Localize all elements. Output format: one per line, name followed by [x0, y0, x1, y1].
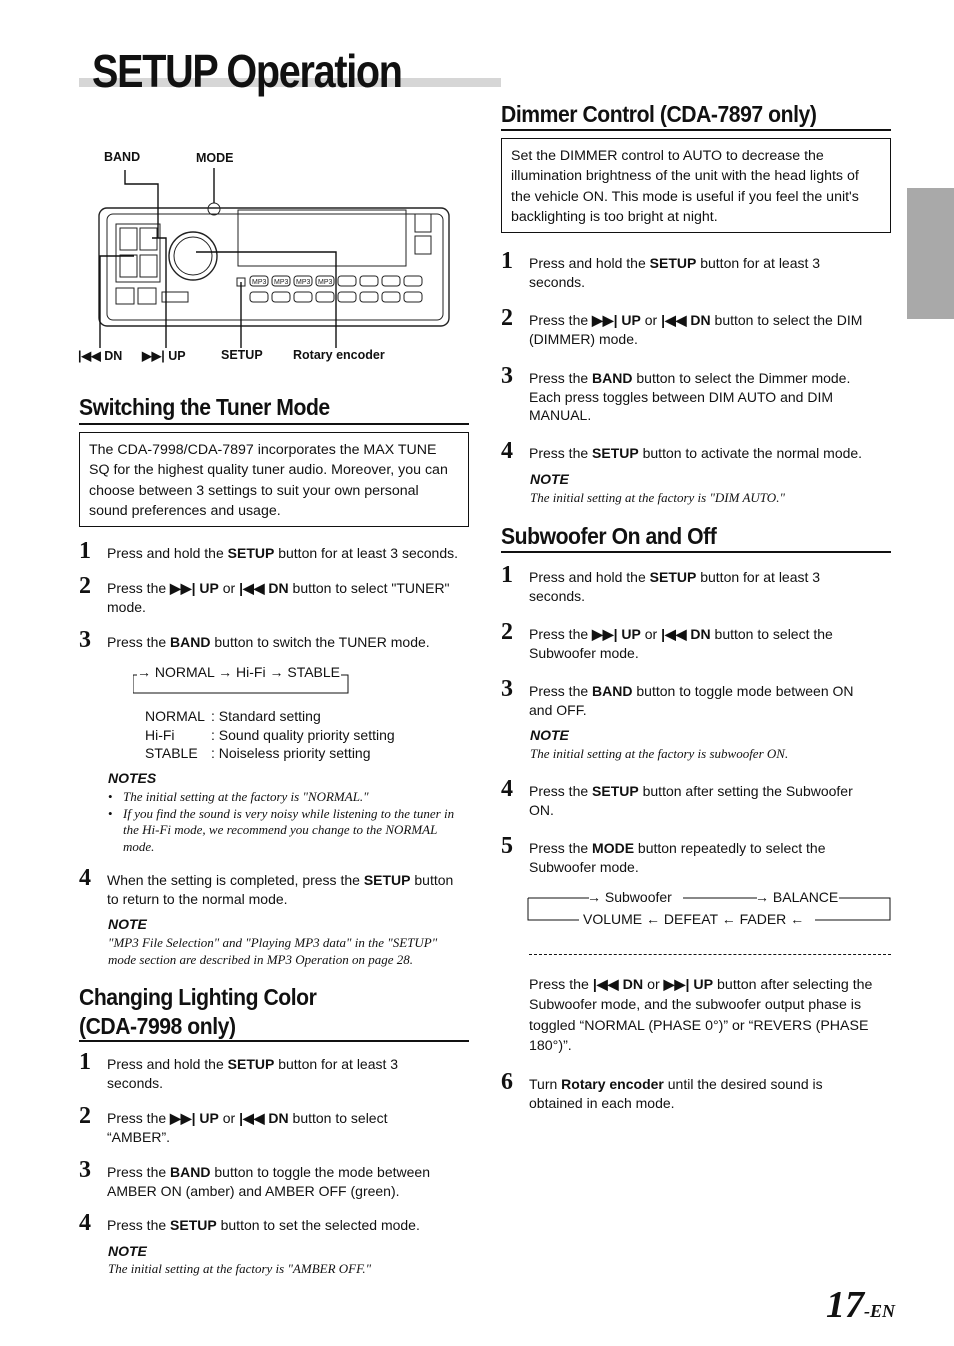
step-number: 2 — [501, 619, 513, 645]
step-number: 2 — [79, 573, 91, 599]
step-number: 2 — [501, 305, 513, 331]
subwoofer-step-2: Press the ▶▶| UP or |◀◀ DN button to select the Subwoofer mode. — [529, 626, 833, 661]
up-label: ▶▶| UP — [142, 349, 186, 363]
subwoofer-heading-rule — [501, 551, 891, 553]
next-track-icon: ▶▶| — [663, 977, 690, 993]
next-track-icon: ▶▶| — [170, 1110, 196, 1126]
lighting-heading-rule — [79, 1040, 469, 1042]
dimmer-step-2: Press the ▶▶| UP or |◀◀ DN button to select the DIM (DIMMER) mode. — [529, 312, 863, 347]
step-number: 4 — [79, 1210, 91, 1236]
dimmer-intro-box: Set the DIMMER control to AUTO to decrease the illumination brightness of the unit with the head lights of the vehicle ON. This mode is useful if you feel the unit's backlighting is too bright at night. — [501, 138, 891, 233]
step-number: 3 — [501, 676, 513, 702]
tuner-note-heading: NOTE — [108, 916, 147, 932]
step-number: 1 — [501, 562, 513, 588]
subwoofer-phase-text: Press the |◀◀ DN or ▶▶| UP button after selecting the Subwoofer mode, and the subwoofer output phase is toggled “NORMAL (PHASE 0°)” or “REVERS (PHASE 180°)”. — [529, 977, 873, 1055]
subwoofer-step-6: Turn Rotary encoder until the desired sound is obtained in each mode. — [529, 1076, 823, 1111]
dimmer-note-text: The initial setting at the factory is "DIM AUTO." — [530, 490, 785, 505]
page-number: 17-EN — [826, 1284, 895, 1326]
dimmer-note-heading: NOTE — [530, 471, 569, 487]
subwoofer-step-4: Press the SETUP button after setting the Subwoofer ON. — [529, 783, 853, 818]
cycle-bottom-text: VOLUME ← DEFEAT ← FADER ← — [583, 911, 805, 927]
cycle-balance-text: → BALANCE — [755, 889, 839, 905]
step-number: 3 — [501, 363, 513, 389]
subwoofer-cycle-diagram — [527, 887, 891, 927]
prev-track-icon: |◀◀ — [661, 626, 687, 642]
mp3-key-label: MP3 — [274, 279, 289, 286]
dimmer-heading-rule — [501, 129, 891, 131]
subwoofer-step-1: Press and hold the SETUP button for at least 3 seconds. — [529, 569, 821, 604]
tuner-step-1: Press and hold the SETUP button for at least 3 seconds. — [107, 545, 458, 561]
dimmer-heading: Dimmer Control (CDA-7897 only) — [501, 101, 817, 127]
prev-track-icon: |◀◀ — [239, 1110, 265, 1126]
step-number: 4 — [79, 865, 91, 891]
lighting-heading-model: (CDA-7998 only) — [79, 1013, 236, 1039]
step-number: 1 — [501, 248, 513, 274]
next-track-icon: ▶▶| — [170, 580, 196, 596]
prev-track-icon: |◀◀ — [661, 312, 687, 328]
prev-track-icon: |◀◀ — [239, 580, 265, 596]
tuner-heading-rule — [79, 423, 469, 425]
tuner-mode-row: STABLE : Noiseless priority setting — [145, 745, 371, 762]
lighting-step-2: Press the ▶▶| UP or |◀◀ DN button to select “AMBER”. — [107, 1110, 388, 1145]
lighting-note-heading: NOTE — [108, 1243, 147, 1259]
next-track-icon: ▶▶| — [592, 626, 618, 642]
mp3-key-label: MP3 — [318, 279, 333, 286]
tuner-cycle-text: → NORMAL → Hi-Fi → STABLE — [137, 664, 341, 680]
tuner-heading: Switching the Tuner Mode — [79, 394, 330, 420]
side-tab — [907, 188, 954, 319]
mp3-key-label: MP3 — [252, 279, 267, 286]
tuner-mode-list — [145, 707, 445, 763]
dimmer-step-1: Press and hold the SETUP button for at least 3 seconds. — [529, 255, 821, 290]
step-number: 6 — [501, 1069, 513, 1095]
head-unit-diagram — [78, 148, 470, 368]
subwoofer-note-text: The initial setting at the factory is subwoofer ON. — [530, 746, 789, 761]
tuner-step-3: Press the BAND button to switch the TUNER mode. — [107, 634, 430, 650]
head-unit-illustration — [78, 148, 470, 368]
tuner-note-text: "MP3 File Selection" and "Playing MP3 data" in the "SETUP" mode section are described in MP3 Operation on page 28. — [108, 935, 438, 967]
tuner-step-2: Press the ▶▶| UP or |◀◀ DN button to select "TUNER" mode. — [107, 580, 450, 615]
next-track-icon: ▶▶| — [142, 349, 165, 363]
page-title: SETUP Operation — [92, 45, 402, 97]
dn-label: |◀◀ DN — [78, 349, 123, 363]
subwoofer-note-heading: NOTE — [530, 727, 569, 743]
next-track-icon: ▶▶| — [592, 312, 618, 328]
lighting-heading: Changing Lighting Color — [79, 984, 317, 1010]
step-number: 2 — [79, 1103, 91, 1129]
step-number: 5 — [501, 833, 513, 859]
dashed-divider — [529, 954, 891, 955]
rotary-encoder-label: Rotary encoder — [293, 348, 385, 362]
lighting-step-1: Press and hold the SETUP button for at least 3 seconds. — [107, 1056, 399, 1091]
tuner-intro-box: The CDA-7998/CDA-7897 incorporates the MAX TUNE SQ for the highest quality tuner audio. Moreover, you can choose between 3 settings to suit your own personal sound preferences and usage. — [79, 432, 469, 527]
tuner-notes-list — [108, 789, 468, 855]
band-label: BAND — [104, 150, 141, 164]
step-number: 4 — [501, 438, 513, 464]
subwoofer-step-5: Press the MODE button repeatedly to select the Subwoofer mode. — [529, 840, 826, 875]
cycle-subwoofer-text: → Subwoofer — [587, 889, 672, 905]
step-number: 1 — [79, 538, 91, 564]
lighting-step-3: Press the BAND button to toggle the mode between AMBER ON (amber) and AMBER OFF (green). — [107, 1164, 430, 1199]
tuner-mode-row: Hi-Fi : Sound quality priority setting — [145, 726, 395, 743]
tuner-notes-heading: NOTES — [108, 770, 157, 786]
mode-label: MODE — [196, 151, 234, 165]
dimmer-step-3: Press the BAND button to select the Dimmer mode. Each press toggles between DIM AUTO and DIM MANUAL. — [529, 370, 851, 424]
prev-track-icon: |◀◀ — [592, 977, 619, 993]
step-number: 3 — [79, 627, 91, 653]
setup-label: SETUP — [221, 348, 263, 362]
prev-track-icon: |◀◀ — [78, 349, 101, 363]
tuner-mode-row: NORMAL : Standard setting — [145, 708, 321, 724]
lighting-note-text: The initial setting at the factory is "AMBER OFF." — [108, 1261, 372, 1276]
subwoofer-step-3: Press the BAND button to toggle mode between ON and OFF. — [529, 683, 854, 718]
step-number: 1 — [79, 1049, 91, 1075]
tuner-step-4: When the setting is completed, press the SETUP button to return to the normal mode. — [107, 872, 454, 907]
tuner-cycle-diagram — [133, 663, 349, 695]
step-number: 4 — [501, 776, 513, 802]
note-item: • The initial setting at the factory is "NORMAL." — [108, 789, 369, 804]
mp3-key-label: MP3 — [296, 279, 311, 286]
subwoofer-heading: Subwoofer On and Off — [501, 523, 717, 549]
step-number: 3 — [79, 1157, 91, 1183]
note-item: • If you find the sound is very noisy while listening to the tuner in the Hi-Fi mode, we recommend you change to the NORMAL mode. — [108, 805, 455, 854]
lighting-step-4: Press the SETUP button to set the selected mode. — [107, 1217, 420, 1233]
dimmer-step-4: Press the SETUP button to activate the normal mode. — [529, 445, 863, 461]
